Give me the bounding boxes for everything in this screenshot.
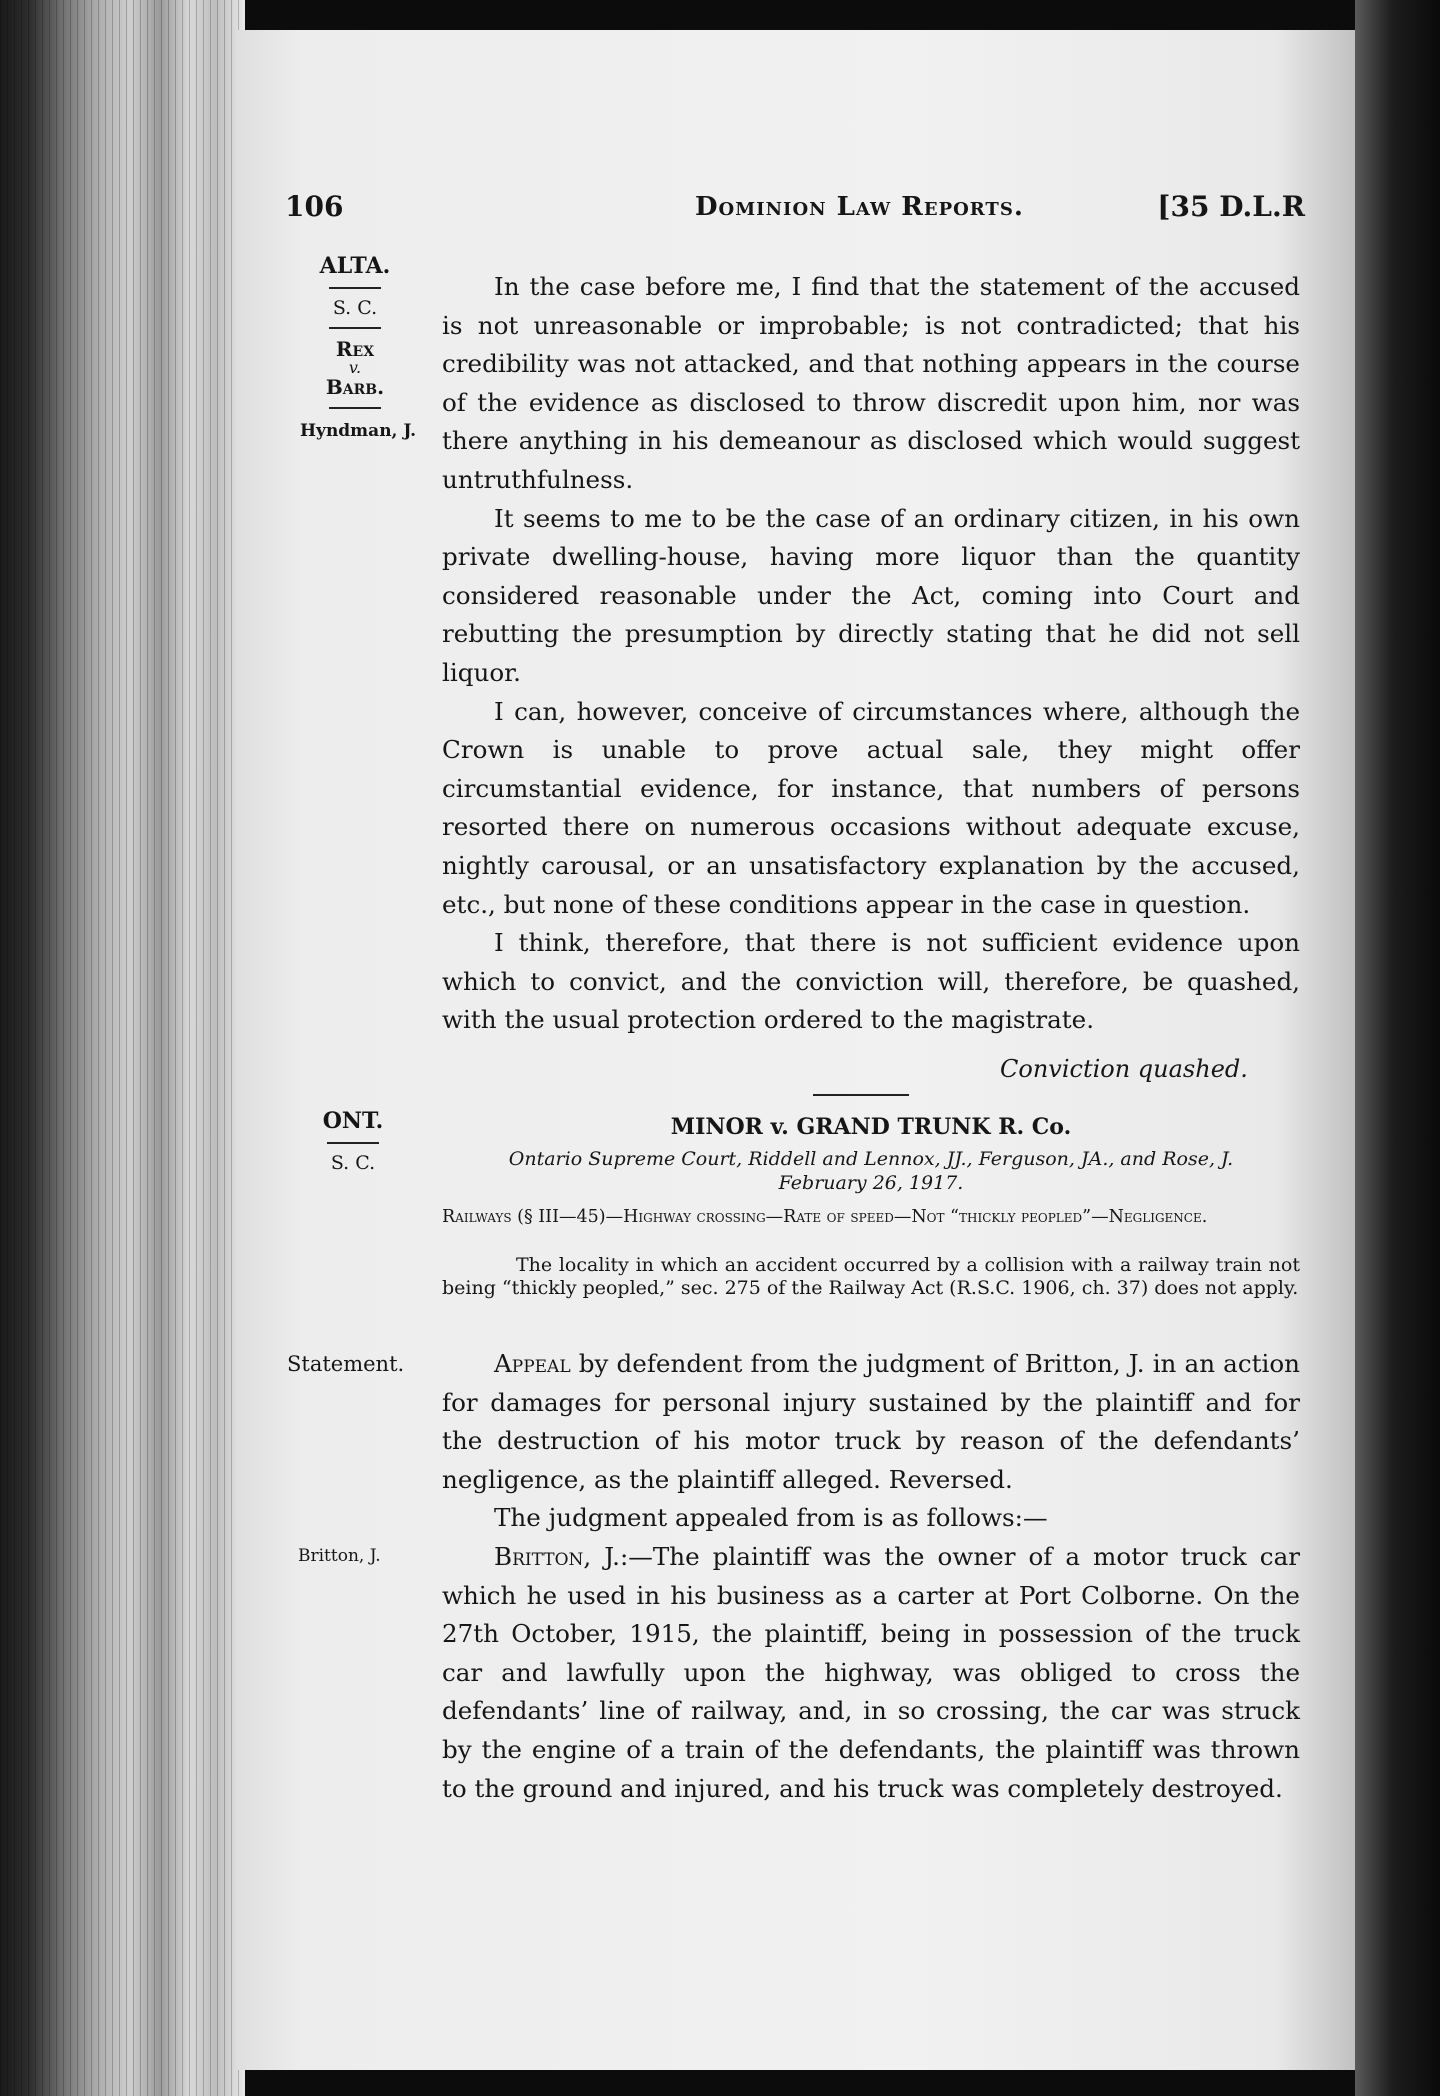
page-number: 106 (285, 190, 344, 223)
paragraph: I think, therefore, that there is not sufficient evidence upon which to convict, and the conviction will, therefore, be quashed, with the usual protection ordered to the magistrate. (442, 928, 1300, 1035)
margin-judge: Hyndman, J. (300, 421, 417, 441)
volume-reference: [35 D.L.R (1157, 190, 1305, 223)
appeal-text: by defendent from the judgment of Britton, J. in an action for damages for personal injury sustained by the plaintiff and for the destruction of his motor truck by reason of the defendants’ negligence, as the plaintiff alleged. Reversed. (442, 1349, 1300, 1494)
margin-case-reference (300, 253, 417, 441)
margin-britton: Britton, J. (298, 1546, 381, 1566)
case-date: February 26, 1917. (778, 1172, 964, 1194)
second-case-text (442, 1345, 1300, 1808)
margin-party2: Barb. (325, 375, 385, 399)
margin-division: S. C. (332, 297, 378, 319)
judgment-text (442, 268, 1300, 1040)
margin-rule (329, 407, 381, 409)
margin-division: S. C. (330, 1152, 376, 1174)
margin-court: ALTA. (319, 253, 391, 279)
paragraph: I can, however, conceive of circumstances where, although the Crown is unable to prove actual sale, they might offer circumstantial evidence, for instance, that numbers of persons resorted there on numerous occasions without adequate excuse, nightly carousal, or an unsatisfactory explanation by the accused, etc., but none of these conditions appear in the case in question. (442, 696, 1300, 919)
case-title: MINOR v. GRAND TRUNK R. Co. (670, 1114, 1072, 1140)
page-header (285, 190, 1305, 230)
paragraph: It seems to me to be the case of an ordinary citizen, in his own private dwelling-house, having more liquor than the quantity considered reasonable under the Act, coming into Court and rebutting the presumption by directly stating that he did not sell liquor. (442, 503, 1300, 687)
margin-case-reference-2 (298, 1108, 408, 1174)
britton-text: , J.:—The plaintiff was the owner of a motor truck car which he used in his business as a carter at Port Colborne. On the 27th October, 1915, the plaintiff, being in possession of the truck car and lawfully upon the highway, was obliged to cross the defendants’ line of railway, and, in so crossing, the car was struck by the engine of a train of the defendants, the plaintiff was thrown to the ground and injured, and his truck was completely destroyed. (442, 1541, 1300, 1803)
headnote-holding: The locality in which an accident occurred by a collision with a railway train not being “thickly peopled,” sec. 275 of the Railway Act (R.S.C. 1906, ch. 37) does not apply. (442, 1254, 1300, 1299)
book-page-edges (0, 0, 245, 2096)
conclusion: Conviction quashed. (1000, 1055, 1248, 1083)
binding-shadow (1355, 0, 1440, 2096)
margin-court: ONT. (322, 1108, 384, 1134)
case-separator (813, 1094, 909, 1096)
paragraph: In the case before me, I find that the statement of the accused is not unreasonable or improbable; is not contradicted; that his credibility was not attacked, and that nothing appears in the course of the evidence as disclosed to throw discredit upon him, nor was there anything in his demeanour as disclosed which would suggest untruthfulness. (442, 272, 1300, 494)
margin-statement: Statement. (287, 1352, 405, 1376)
appeal-lead: Appeal (494, 1349, 571, 1378)
case-court-line (442, 1147, 1300, 1195)
britton-lead: Britton (494, 1541, 584, 1571)
margin-rule (329, 327, 381, 329)
court-judges: Ontario Supreme Court, Riddell and Lennox, JJ., Ferguson, JA., and Rose, J. (508, 1148, 1234, 1170)
margin-rule (329, 287, 381, 289)
statement-paragraph (442, 1345, 1300, 1499)
britton-paragraph (442, 1538, 1300, 1808)
margin-versus: v. (348, 358, 362, 377)
margin-rule (327, 1142, 379, 1144)
headnote-catchwords: Railways (§ III—45)—Highway crossing—Rate of speed—Not “thickly peopled”—Negligence. (442, 1207, 1208, 1227)
intro-paragraph: The judgment appealed from is as follows:— (494, 1503, 1048, 1533)
running-title: Dominion Law Reports. (695, 192, 1024, 222)
margin-party1: Rex (335, 337, 375, 361)
